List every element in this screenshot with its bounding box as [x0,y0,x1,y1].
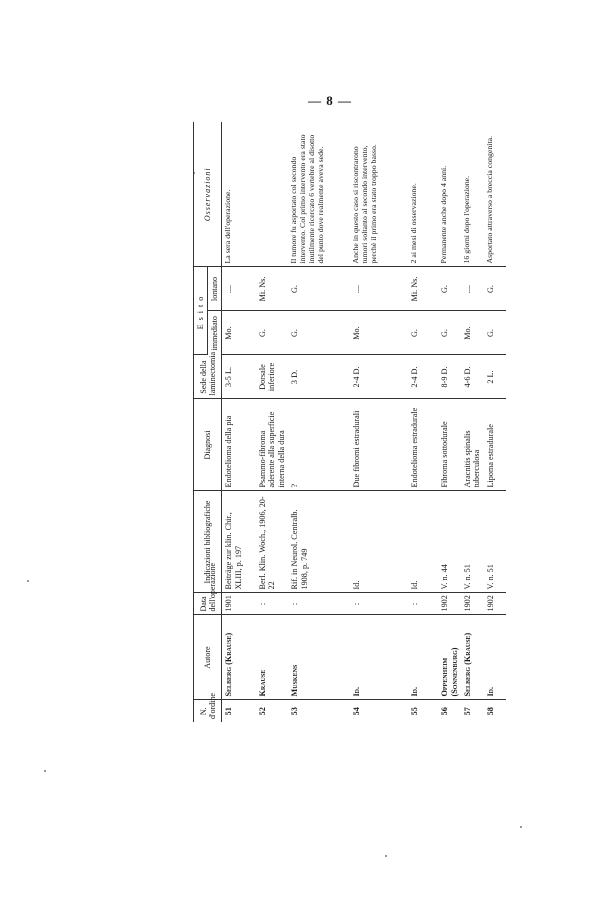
cell-diagnosi: Endotelioma estradurale [408,399,438,491]
cell-sede: Dorsale inferiore [256,355,288,399]
table-row [408,122,438,722]
cell-indicazioni: Rif. in Neurol. Centralb. 1908, p. 749 [288,491,350,593]
cell-num: 51 [224,707,234,716]
rotated-table-wrapper [193,122,493,722]
cell-num: 54 [352,707,362,716]
cell-data: 1902 [438,593,461,615]
cell-lontano: Mi. Ns. [408,267,438,311]
cell-indicazioni: Beiträge zur klin. Chir., XLIII, p. 197 [222,491,256,593]
cell-indicazioni: V. n. 51 [484,491,506,593]
table-row [461,122,484,722]
table-row [350,122,408,722]
cell-data: : [288,593,350,615]
cell-immediato: G. [408,311,438,355]
cell-osservazioni: 2 ai mesi di osservazione. [408,122,438,267]
cell-osservazioni: La sera dell'operazione. [222,122,256,267]
cell-sede: 4-6 D. [461,355,484,399]
cell-immediato: Mo. [222,311,256,355]
cell-autore: Id. [408,615,438,700]
cell-lontano: .... [350,267,408,311]
header-lontano: lontano [208,267,222,311]
scan-speck [27,580,29,582]
header-num: N. d'ordine [194,700,222,722]
header-indicazioni: Indicazioni bibliografiche [194,491,222,593]
cell-autore: Id. [350,615,408,700]
header-sede: Sede della laminectomia [194,355,222,399]
cell-immediato: G. [484,311,506,355]
cell-autore: Krause [256,615,288,700]
cell-sede: 2 L. [484,355,506,399]
cell-num: 53 [290,707,300,716]
cell-num: 52 [257,707,267,716]
cell-diagnosi: Due fibromi estradurali [350,399,408,491]
cell-autore: Selberg (Krause) [222,615,256,700]
table-row [256,122,288,722]
cell-indicazioni: V. n. 51 [461,491,484,593]
cell-data: 1902 [484,593,506,615]
scan-speck [44,770,46,772]
cell-immediato: G. [288,311,350,355]
cell-indicazioni: Berl. Klin. Woch., 1906, 20-22 [256,491,288,593]
cell-sede: 3 D. [288,355,350,399]
header-data: Data dell'operazione [194,593,222,615]
cell-data: 1901 [222,593,256,615]
cell-indicazioni: Id. [350,491,408,593]
cell-lontano: Mi. Ns. [256,267,288,311]
header-immediato: immediato [208,311,222,355]
cell-osservazioni: 16 giorni dopo l'operazione. [461,122,484,267]
cell-lontano: G. [288,267,350,311]
cell-immediato: Mo. [461,311,484,355]
header-esito: Esito [194,267,208,355]
cell-sede: 2-4 D. [408,355,438,399]
cell-data: : [408,593,438,615]
cell-lontano: .... [461,267,484,311]
cell-indicazioni: V. n. 44 [438,491,461,593]
cell-osservazioni: Il tumore fu asportato col secondo intervento. Col primo intervento era stato inutilmente ricercato 6 vertebre al disotto del punto dove realmente aveva sede. [288,122,350,267]
cell-indicazioni: Id. [408,491,438,593]
cell-lontano: .... [222,267,256,311]
cell-diagnosi: Endotelioma della pia [222,399,256,491]
cell-diagnosi: Psammo-fibroma aderente alla superficie interna della dura [256,399,288,491]
cell-num: 57 [462,707,472,716]
cell-immediato: Mo. [350,311,408,355]
table-row [288,122,350,722]
scan-speck [520,826,522,828]
cell-sede: 3-5 L. [222,355,256,399]
cell-immediato: G. [256,311,288,355]
table-row [438,122,461,722]
cases-table [193,122,506,722]
cell-osservazioni: Asportato attraverso a breccia congenita. [484,122,506,267]
table-header-row [194,122,208,722]
cell-sede: 2-4 D. [350,355,408,399]
cell-autore: Id. [484,615,506,700]
cell-data: 1902 [461,593,484,615]
cell-num: 58 [485,707,495,716]
cell-lontano: G. [484,267,506,311]
page-number: — 8 — [308,93,352,108]
cell-autore: Selberg (Krause) [461,615,484,700]
cell-data: : [256,593,288,615]
cell-diagnosi: Fibroma sottodurale [438,399,461,491]
table-body [222,122,506,722]
header-autore: Autore [194,615,222,700]
cell-autore: Oppenheim (Sonnenburg) [438,615,461,700]
cell-diagnosi: ? [288,399,350,491]
table-row [484,122,506,722]
cell-immediato: G. [438,311,461,355]
header-osservazioni: Osservazioni [194,122,222,267]
cell-diagnosi: Lipoma estradurale [484,399,506,491]
cell-sede: 8-9 D. [438,355,461,399]
cell-osservazioni: Permanente anche dopo 4 anni. [438,122,461,267]
cell-data: : [350,593,408,615]
cell-autore: Muskens [288,615,350,700]
header-diagnosi: Diagnosi [194,399,222,491]
table-row [222,122,256,722]
cell-osservazioni: Anche in questo caso si riscontrarono tumori soltanto al secondo intervento, perchè il primo era stato troppo basso. [350,122,408,267]
cell-lontano: G. [438,267,461,311]
cell-num: 56 [440,707,450,716]
cell-diagnosi: Aracnitis spinalis tuberculosa [461,399,484,491]
cell-osservazioni [256,122,288,267]
scan-speck [385,855,387,857]
cell-num: 55 [410,707,420,716]
